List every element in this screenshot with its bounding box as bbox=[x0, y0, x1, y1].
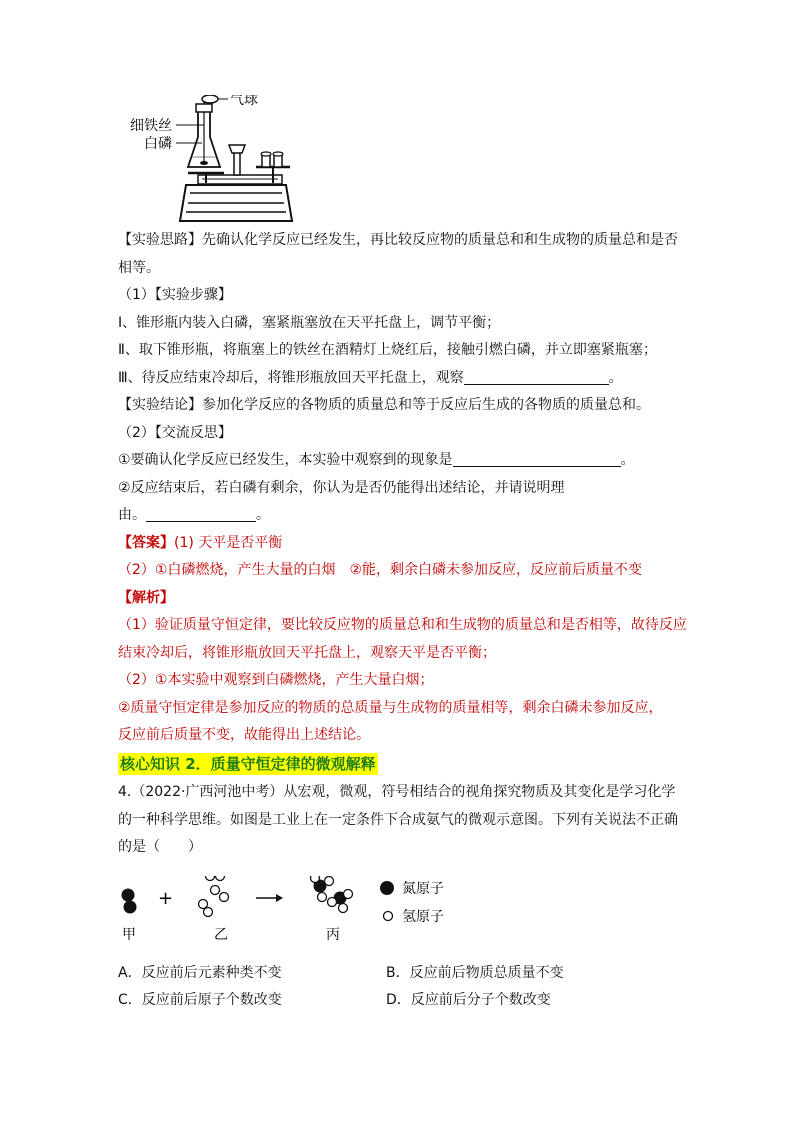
hydrogen-atom-legend-icon bbox=[384, 911, 393, 920]
ammonia-synthesis-diagram bbox=[118, 876, 693, 960]
experiment-idea-label: 【实验思路】 bbox=[118, 232, 202, 248]
analysis-para-2: （2）①本实验中观察到白磷燃烧，产生大量白烟； bbox=[118, 672, 434, 688]
option-a[interactable]: A．反应前后元素种类不变 bbox=[118, 964, 282, 981]
answer-blank-3[interactable] bbox=[146, 505, 256, 522]
reaction-micro-illustration bbox=[118, 876, 518, 960]
answer-label: 【答案】 bbox=[118, 534, 174, 551]
balance-apparatus-illustration bbox=[118, 95, 418, 227]
label-yi: 乙 bbox=[214, 926, 228, 943]
question-4-line3: 的是（ ） bbox=[118, 839, 202, 855]
question-4-line2: 的一种科学思维。如图是工业上在一定条件下合成氨气的微观示意图。下列有关说法不正确 bbox=[118, 811, 678, 828]
white-phosphorus-label: 白磷 bbox=[144, 136, 172, 152]
option-d[interactable]: D．反应前后分子个数改变 bbox=[386, 992, 551, 1008]
step-2: Ⅱ、取下锥形瓶，将瓶塞上的铁丝在酒精灯上烧红后，接触引燃白磷，并立即塞紧瓶塞； bbox=[118, 342, 657, 358]
reflect-question-1: ①要确认化学反应已经发生，本实验中观察到的现象是 。 bbox=[118, 452, 635, 468]
nitrogen-atom-legend-icon bbox=[380, 881, 394, 895]
answer-line-1 bbox=[118, 530, 693, 558]
analysis-label: 【解析】 bbox=[118, 589, 174, 606]
answer-blank-2[interactable] bbox=[453, 450, 621, 467]
section-heading: 核心知识 2．质量守恒定律的微观解释 bbox=[120, 754, 376, 773]
legend-nitrogen-label: 氮原子 bbox=[402, 880, 444, 897]
analysis-para-3b: 反应前后质量不变，故能得出上述结论。 bbox=[118, 727, 370, 743]
question-4-line1: 4.（2022·广西河池中考）从宏观，微观，符号相结合的视角探究物质及其变化是学习化学 bbox=[118, 784, 676, 800]
experiment-idea-line1 bbox=[118, 227, 693, 255]
conclusion-line bbox=[118, 392, 693, 420]
legend-hydrogen-label: 氢原子 bbox=[402, 908, 444, 925]
option-b[interactable]: B．反应前后物质总质量不变 bbox=[386, 964, 564, 981]
step-3: Ⅲ、待反应结束冷却后，将锥形瓶放回天平托盘上，观察 。 bbox=[118, 369, 623, 386]
balloon-label: 气球 bbox=[230, 95, 258, 108]
conclusion-label: 【实验结论】 bbox=[118, 397, 202, 413]
conclusion-text: 参加化学反应的各物质的质量总和等于反应后生成的各物质的质量总和。 bbox=[202, 397, 650, 413]
iron-wire-label: 细铁丝 bbox=[130, 118, 172, 134]
options-row-2 bbox=[118, 987, 693, 1015]
analysis-para-3a: ②质量守恒定律是参加反应的物质的总质量与生成物的质量相等，剩余白磷未参加反应， bbox=[118, 699, 663, 716]
experiment-idea-text: 先确认化学反应已经发生，再比较反应物的质量总和和生成物的质量总和是否 bbox=[202, 232, 678, 248]
options-row-1 bbox=[118, 960, 693, 988]
balance-apparatus-figure bbox=[118, 95, 693, 227]
nitrogen-atom bbox=[122, 888, 135, 901]
plus-sign: + bbox=[158, 887, 174, 909]
document-page bbox=[118, 95, 693, 1015]
reflect-question-2: ②反应结束后，若白磷有剩余，你认为是否仍能得出述结论，并请说明理 bbox=[118, 479, 565, 496]
answer-text-1: (1) 天平是否平衡 bbox=[174, 534, 283, 551]
steps-title: （1）【实验步骤】 bbox=[118, 287, 232, 303]
label-bing: 丙 bbox=[326, 926, 340, 943]
answer-blank-1[interactable] bbox=[464, 368, 609, 385]
experiment-idea-line2: 相等。 bbox=[118, 259, 160, 276]
step-1: Ⅰ、锥形瓶内装入白磷，塞紧瓶塞放在天平托盘上，调节平衡； bbox=[118, 314, 501, 331]
label-jia: 甲 bbox=[122, 926, 136, 943]
reflect-question-2b: 由。 。 bbox=[118, 507, 270, 523]
nitrogen-atom bbox=[124, 900, 137, 913]
answer-line-2: （2）①白磷燃烧，产生大量的白烟 ②能，剩余白磷未参加反应，反应前后质量不变 bbox=[118, 562, 643, 578]
analysis-para-1b: 结束冷却后，将锥形瓶放回天平托盘上，观察天平是否平衡； bbox=[118, 644, 496, 661]
reflect-title: （2）【交流反思】 bbox=[118, 424, 232, 441]
option-c[interactable]: C．反应前后原子个数改变 bbox=[118, 992, 282, 1008]
analysis-para-1a: （1）验证质量守恒定律，要比较反应物的质量总和和生成物的质量总和是否相等，故待反应 bbox=[118, 617, 687, 633]
section-heading-row bbox=[118, 752, 693, 780]
